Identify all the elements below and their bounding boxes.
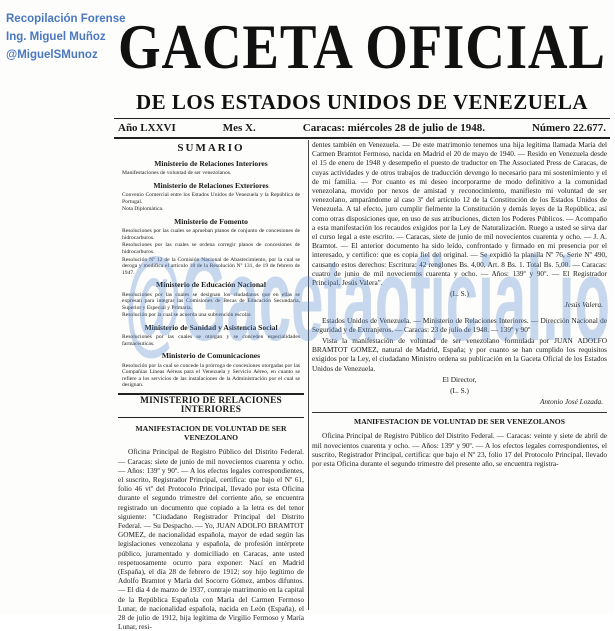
overlay-line-2: Ing. Miguel Muñoz [6,31,106,43]
sumario-item: Resoluciones por las cuales se ordena corregir planos de concesiones de hidrocarburos. [122,242,300,255]
left-paragraph: Oficina Principal de Registro Público del Distrito Federal. — Caracas: siete de junio de mil novecientos cuarenta y ocho. — Años: 139º y 90º. — A los efectos legales correspondientes, el suscrito, Registrador Principal, certifica: que bajo el Nº 61, folio 46 vtº del Protocolo Principal, llevado por esta Oficina durante el segundo trimestre del corriente año, se encuentra registrado un documento que copiado a la letra es del tenor siguiente: "Ciudadano Registrador Principal del Distrito Federal. — Su Despacho. — Yo, JUAN ADOLFO BRAMTOT GOMEZ, de nacionalidad española, mayor de edad según las legislaciones venezolana y española, de profesión intérprete público, juramentado y domiciliado en Caracas, ante usted respetuosamente ocurro para exponer: Nací en Madrid (España), el día 28 de febrero de 1912; soy hijo legítimo de Adolfo Bramtot y María del Socorro Gómez, ambos difuntos. — El día 4 de marzo de 1937, contraje matrimonio en la capital de la República Española con María del Carmen Fermoso Lunar, de nacionalidad española, nacida en León (España), el 28 de julio de 1912, hija legítima de Virgilio Fermoso y María Lunar, resi- [118,447,304,631]
sumario-item: Resoluciones por las cuales se designan los ciudadanos que en ellas se expresan para integrar las Comisiones de Becas de Educación Secundaria, Superior y Especial y Primaria. [122,291,300,311]
sumario-list [118,159,304,389]
seal-1: (L. S.) [450,289,469,299]
left-column [118,140,304,631]
subheading-2: MANIFESTACION DE VOLUNTAD DE SER VENEZOLANOS [354,417,565,427]
sumario-item: Convenio Comercial entre los Estados Unidos de Venezuela y la República de Portugal. [122,192,300,205]
sumario-item: Manifestaciones de voluntad de ser venezolanos. [122,170,232,177]
divider [312,412,607,413]
sumario-ministry: Ministerio de Educación Nacional [156,280,266,290]
header-rule-top [114,118,610,119]
signature-1: Jesús Valera. [564,300,603,310]
overlay-line-3: @MiguelSMunoz [6,49,98,61]
masthead-subtitle: DE LOS ESTADOS UNIDOS DE VENEZUELA [135,90,589,114]
dateline-month: Mes X. [222,122,256,134]
dateline-year: Año LXXVI [118,122,176,134]
sumario-ministry: Ministerio de Comunicaciones [161,351,261,361]
sumario-ministry: Ministerio de Fomento [174,216,248,226]
masthead-title: GACETA OFICIAL [118,12,606,82]
signature-2: Antonio José Lozada. [539,397,603,407]
sumario-item: Resolución por la cual se acuerda una subvención escolar. [122,312,252,319]
notice-paragraph: Estados Unidos de Venezuela. — Ministerio de Relaciones Interiores. — Dirección Nacional de Seguridad y de Extranjeros. — Caracas: 23 de julio de 1948. — 139º y 90º [312,315,607,334]
sumario-item: Nota Diplomática. [122,206,164,213]
sumario-item: Resoluciones por las cuales se aprueban planos de conjunto de concesiones de hidrocarburos. [122,228,300,241]
dateline [118,122,606,134]
right-column [312,140,607,610]
header-rule-bottom [114,137,610,139]
dateline-date: Caracas: miércoles 28 de julio de 1948. [302,122,485,134]
director-label: El Director, [442,374,477,384]
source-overlay [6,10,126,64]
paragraph-3: Oficina Principal de Registro Público del Distrito Federal. — Caracas: veinte y siete de abril de mil novecientos cuarenta y ocho. — Años: 139º y 90º. — A los efectos legales correspondientes, el suscrito, Registrador Principal, certifica: que bajo el Nº 23, folio 17 del Protocolo Principal, llevado por esta Oficina durante el segundo trimestre del presente año, se encuentra registra- [312,431,607,469]
sumario-ministry: Ministerio de Relaciones Interiores [154,159,268,169]
sumario-ministry: Ministerio de Sanidad y Asistencia Social [144,322,278,332]
watermark-text: @Gacetaoficial.io [125,234,610,366]
right-paragraph: dentes también en Venezuela. — De este matrimonio tenemos una hija legítima llamada María del Carmen Bramtot Fermoso, nacida en Madrid el 20 de mayo de 1940. — Resido en Venezuela desde el 15 de enero de 1948 y desempeño el puesto de traductor en The Associated Press de Caracas, de cuyas actividades y de otros trabajos de traducción devengo lo necesario para mi sostenimiento y el de mi familia. — Por cuanto es mi deseo incorporarme de modo definitivo a la comunidad venezolana, movido por nexos de amistad y reconocimiento, manifiesto mi voluntad de ser venezolano, amparándome al caso 3º del artículo 12 de la Constitución de los Estados Unidos de Venezuela. A tal efecto, juro cumplir fielmente la Constitución y demás leyes de la República, así como otras disposiciones que, en uso de sus atribuciones, dicten los Poderes Públicos. — Acompaño a esta manifestación los recaudos exigidos por la Ley de Naturalización. Ruego a usted se sirva dar el curso legal a este escrito. — Caracas, siete de junio de mil novecientos cuarenta y ocho. — J. A. Bramtot. — El anterior documento ha sido leído, confrontado y firmado en mi presencia por el interesado, y certifico: que es copia fiel del original. — Se expidió la planilla Nº 76, Serie Nº 490, causando estos derechos: Escritura: 42 renglones Bs. 4,00, Art. 8 Bs. 1. Total Bs. 5,00. — Caracas: cuatro de junio de mil novecientos cuarenta y ocho. — Años: 139º y 90º. — El Registrador Principal, Jesús Valera". [312,140,607,288]
sumario-item: Resolución por la cual se concede la prórroga de concesiones otorgadas por las Compañías Líneas Aéreas para el Venezuela y Servicio Aéreo, en cuanto se refiere a los servicios de las instalaciones de la Administración por el cual se designan. [122,362,300,389]
section-heading: MINISTERIO DE RELACIONES INTERIORES [118,393,304,418]
sumario-title: SUMARIO [177,142,245,154]
seal-2: (L. S.) [450,386,469,396]
section-subheading: MANIFESTACION DE VOLUNTAD DE SER VENEZOLANO [135,424,287,443]
sumario-item: Resolución Nº 12 de la Comisión Nacional de Abastecimiento, por la cual se deroga y modifica el artículo 18 de la Resolución Nº 131, de 19 de febrero de 1947. [122,256,300,276]
sumario-item: Resoluciones por las cuales se otorgan y se conceden especialidades farmacéuticas. [122,334,300,347]
column-divider [308,140,309,610]
dateline-number: Número 22.677. [531,122,606,134]
notice-paragraph-2: Vista la manifestación de voluntad de ser venezolano formulada por JUAN ADOLFO BRAMTOT GOMEZ, natural de Madrid, España; y por cuanto se han cumplido los requisitos exigidos por la Ley, el ciudadano Ministro ordena su publicación en la Gaceta Oficial de los Estados Unidos de Venezuela. [312,336,607,373]
sumario-ministry: Ministerio de Relaciones Exteriores [153,181,269,190]
overlay-line-1: Recopilación Forense [6,13,126,25]
